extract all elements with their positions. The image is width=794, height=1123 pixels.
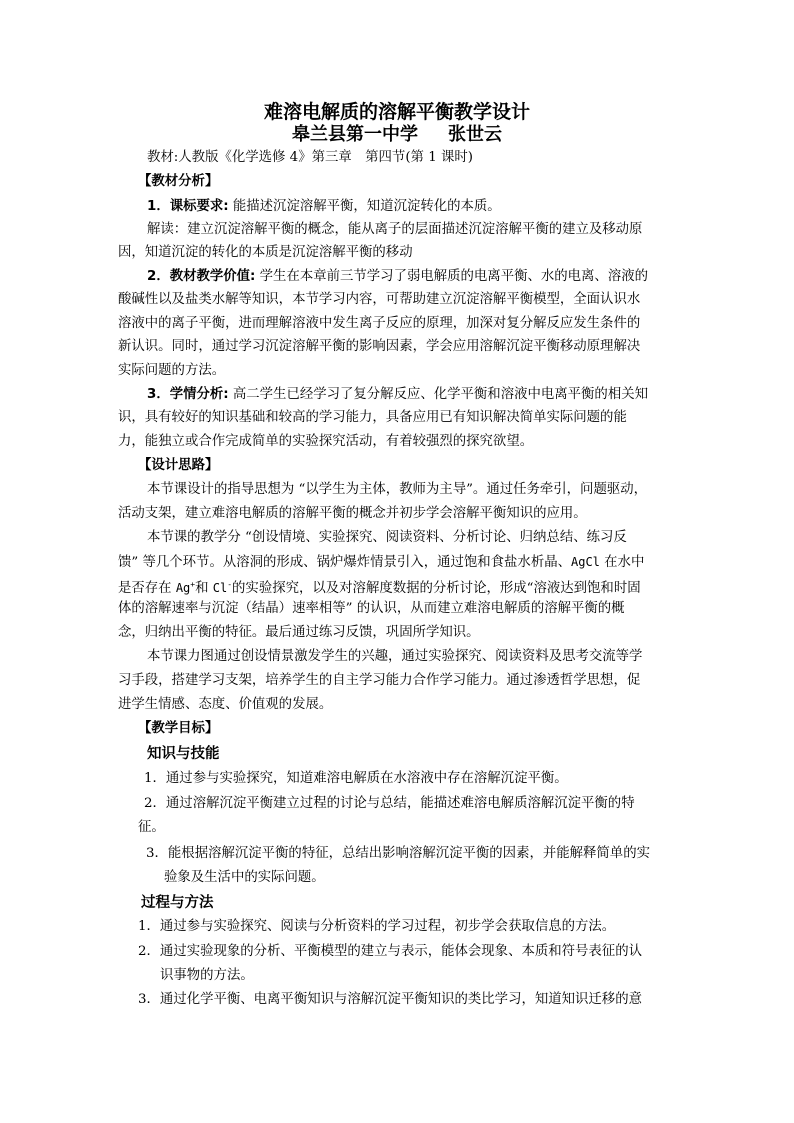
list-item: 2．通过溶解沉淀平衡建立过程的讨论与总结，能描述难溶电解质溶解沉淀平衡的特 — [144, 796, 635, 811]
ion-chloride: Cl- — [212, 580, 233, 595]
label-value: 2．教材教学价值: — [147, 269, 256, 284]
text-line: 进学生情感、态度、价值观的发展。 — [118, 697, 333, 712]
formula-agcl: AgCl — [571, 555, 600, 569]
subheading-knowledge-skills: 知识与技能 — [147, 746, 220, 762]
text-line: 念，归纳出平衡的特征。最后通过练习反馈，巩固所学知识。 — [118, 625, 480, 640]
section-heading-analysis: 【教材分析】 — [138, 174, 219, 189]
paragraph-value: 2．教材教学价值: 学生在本章前三节学习了弱电解质的电离平衡、水的电离、溶液的 — [147, 269, 648, 284]
list-item: 1．通过参与实验探究，知道难溶电解质在水溶液中存在溶解沉淀平衡。 — [144, 771, 568, 786]
text-line: 本节课力图通过创设情景激发学生的兴趣，通过实验探究、阅读资料及思考交流等学 — [147, 649, 643, 664]
subheading-process-methods: 过程与方法 — [141, 895, 214, 911]
author-name: 张世云 — [448, 124, 502, 145]
text-line: 新认识。同时，通过学习沉淀溶解平衡的影响因素，学会应用溶解沉淀平衡移动原理解决 — [118, 339, 641, 354]
text-line: 是否存在 Ag+和 Cl-的实验探究，以及对溶解度数据的分析讨论，形成“溶液达到饱和时固 — [118, 580, 641, 596]
text-line: 溶液中的离子平衡，进而理解溶液中发生离子反应的原理，加深对复分解反应发生条件的 — [118, 316, 641, 331]
text-line: 习手段，搭建学习支架，培养学生的自主学习能力合作学习能力。通过渗透哲学思想，促 — [118, 673, 641, 688]
text-line: 因，知道沉淀的转化的本质是沉淀溶解平衡的移动 — [118, 245, 413, 260]
section-heading-goals: 【教学目标】 — [138, 721, 219, 736]
text-line: 解读：建立沉淀溶解平衡的概念，能从离子的层面描述沉淀溶解平衡的建立及移动原 — [147, 222, 643, 237]
document-title: 难溶电解质的溶解平衡教学设计 — [263, 101, 530, 123]
label-curriculum: 1．课标要求: — [147, 199, 229, 214]
paragraph-curriculum: 1．课标要求: 能描述沉淀溶解平衡，知道沉淀转化的本质。 — [147, 199, 501, 214]
ion-silver: Ag+ — [175, 580, 196, 595]
textbook-info: 教材:人教版《化学选修 4》第三章 第四节(第 1 课时) — [147, 150, 473, 165]
paragraph-learners: 3．学情分析: 高二学生已经学习了复分解反应、化学平衡和溶液中电离平衡的相关知 — [147, 387, 648, 402]
list-item: 3．通过化学平衡、电离平衡知识与溶解沉淀平衡知识的类比学习，知道知识迁移的意 — [138, 992, 642, 1007]
text-line: 体的溶解速率与沉淀（结晶）速率相等” 的认识，从而建立难溶电解质的溶解平衡的概 — [118, 601, 625, 616]
list-item: 2．通过实验现象的分析、平衡模型的建立与表示，能体会现象、本质和符号表征的认 — [138, 944, 642, 959]
text-line: 本节课的教学分 “创设情境、实验探究、阅读资料、分析讨论、归纳总结、练习反 — [147, 530, 627, 545]
text-line: 识，具有较好的知识基础和较高的学习能力，具备应用已有知识解决简单实际问题的能 — [118, 410, 627, 425]
text-line: 实际问题的方法。 — [118, 363, 226, 378]
text-line: 馈” 等几个环节。从溶洞的形成、锅炉爆炸情景引入，通过饱和食盐水析晶、AgCl 在水中 — [118, 555, 645, 570]
list-item: 3．能根据溶解沉淀平衡的特征，总结出影响溶解沉淀平衡的因素，并能解释简单的实 — [146, 846, 650, 861]
text-line: 力，能独立或合作完成简单的实验探究活动，有着较强烈的探究欲望。 — [118, 434, 534, 449]
text-line: 验象及生活中的实际问题。 — [164, 870, 325, 885]
text-line: 征。 — [138, 820, 165, 835]
text-line: 活动支架，建立难溶电解质的溶解平衡的概念并初步学会溶解平衡知识的应用。 — [118, 506, 587, 521]
label-learners: 3．学情分析: — [147, 387, 229, 402]
list-item: 1．通过参与实验探究、阅读与分析资料的学习过程，初步学会获取信息的方法。 — [138, 919, 616, 934]
author-line — [0, 120, 794, 146]
text-line: 识事物的方法。 — [160, 968, 254, 983]
section-heading-design: 【设计思路】 — [138, 458, 219, 473]
text-line: 酸碱性以及盐类水解等知识，本节学习内容，可帮助建立沉淀溶解平衡模型，全面认识水 — [118, 292, 641, 307]
text-line: 本节课设计的指导思想为 “以学生为主体，教师为主导”。通过任务牵引，问题驱动， — [147, 482, 648, 497]
school-name: 皋兰县第一中学 — [292, 124, 418, 145]
